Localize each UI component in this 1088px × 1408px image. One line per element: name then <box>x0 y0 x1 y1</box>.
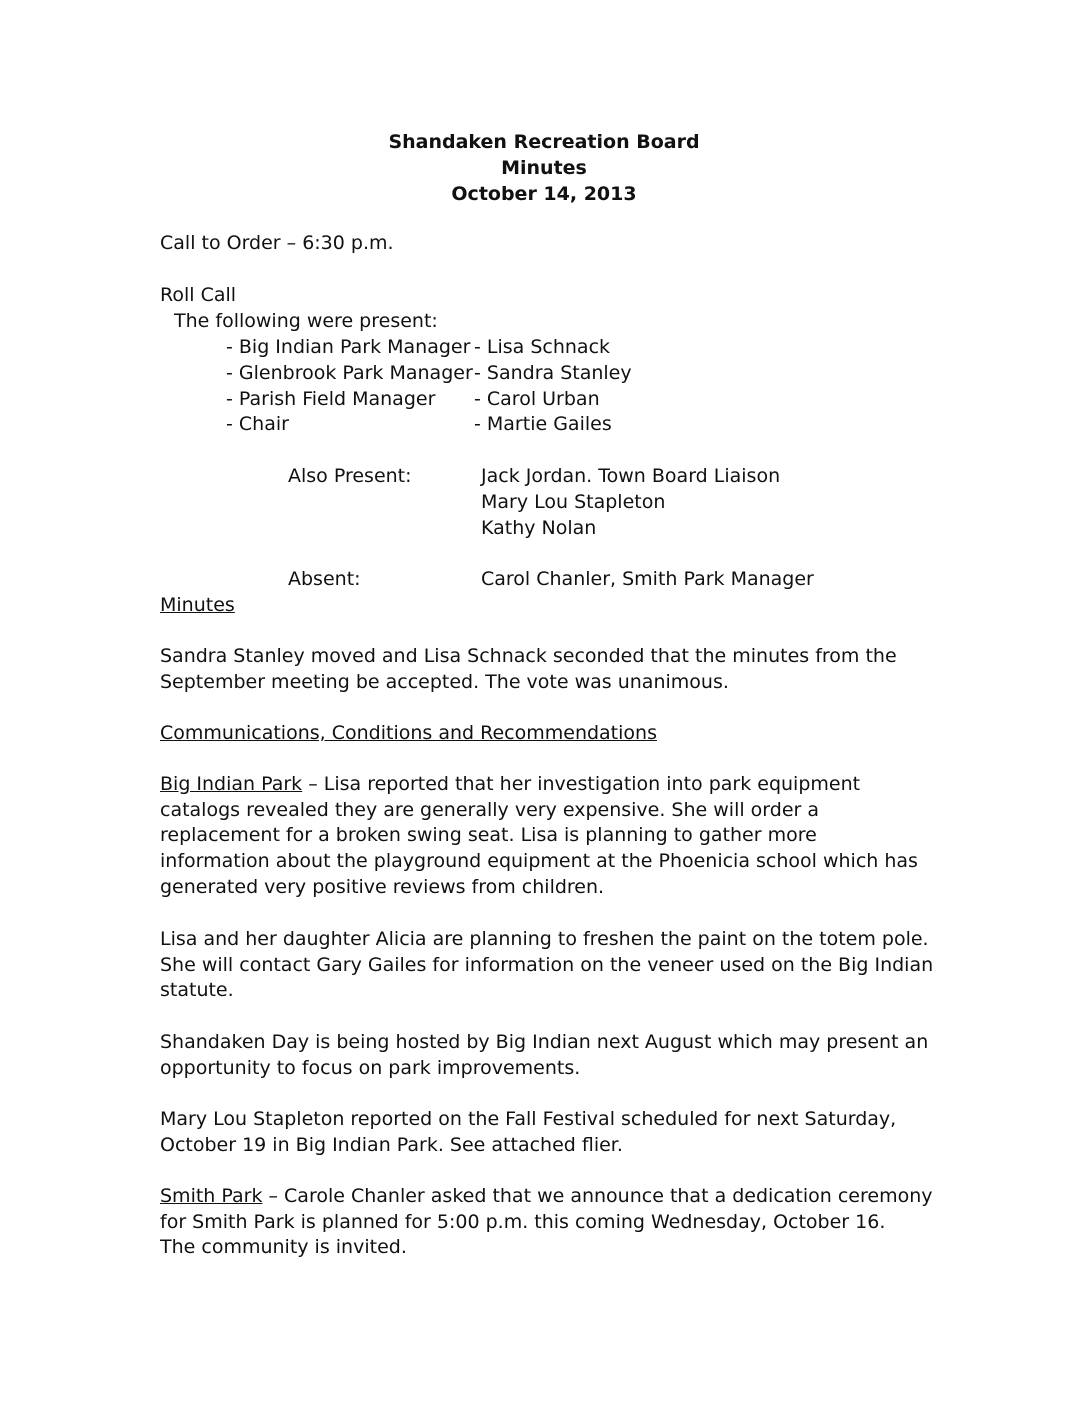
present-name: - Sandra Stanley <box>474 362 632 384</box>
smith-park-paragraph: Smith Park – Carole Chanler asked that we announce that a dedication ceremony for Smith Park is planned for 5:00 p.m. this coming Wednesday, October 16. The community is invited. <box>160 1185 933 1259</box>
document-title <box>0 129 1088 207</box>
fall-festival-paragraph: Mary Lou Stapleton reported on the Fall Festival scheduled for next Saturday, October 19 in Big Indian Park. See attached flier. <box>160 1108 897 1156</box>
also-present-name: Mary Lou Stapleton <box>481 491 666 513</box>
roll-call-heading: Roll Call <box>160 284 237 306</box>
big-indian-paragraph: Big Indian Park – Lisa reported that her investigation into park equipment catalogs revealed they are generally very expensive. She will order a replacement for a broken swing seat. Lisa is planning to gather more information about the playground equipment at the Phoenicia school which has generated very positive reviews from children. <box>160 773 918 898</box>
also-present-label: Also Present: <box>288 465 412 487</box>
present-role: - Parish Field Manager <box>226 388 436 410</box>
smith-park-label: Smith Park <box>160 1185 263 1207</box>
present-name: - Martie Gailes <box>474 413 612 435</box>
shandaken-day-paragraph: Shandaken Day is being hosted by Big Indian next August which may present an opportunity to focus on park improvements. <box>160 1031 929 1079</box>
present-name: - Lisa Schnack <box>474 336 611 358</box>
present-role: - Glenbrook Park Manager <box>226 362 473 384</box>
doc-type: Minutes <box>501 157 587 179</box>
present-name: - Carol Urban <box>474 388 600 410</box>
also-present-name: Kathy Nolan <box>481 517 597 539</box>
present-role: - Chair <box>226 413 289 435</box>
minutes-paragraph: Sandra Stanley moved and Lisa Schnack seconded that the minutes from the September meeting be accepted. The vote was unanimous. <box>160 645 897 693</box>
also-present-name: Jack Jordan. Town Board Liaison <box>481 465 781 487</box>
org-name: Shandaken Recreation Board <box>388 131 700 153</box>
call-to-order: Call to Order – 6:30 p.m. <box>160 232 394 254</box>
big-indian-park-label: Big Indian Park <box>160 773 303 795</box>
present-role: - Big Indian Park Manager <box>226 336 471 358</box>
minutes-heading: Minutes <box>160 594 235 616</box>
meeting-date: October 14, 2013 <box>451 183 637 205</box>
communications-heading: Communications, Conditions and Recommendations <box>160 722 657 744</box>
absent-name: Carol Chanler, Smith Park Manager <box>481 568 814 590</box>
roll-call-intro: The following were present: <box>174 310 438 332</box>
totem-pole-paragraph: Lisa and her daughter Alicia are planning to freshen the paint on the totem pole. She will contact Gary Gailes for information on the veneer used on the Big Indian statute. <box>160 928 934 1002</box>
absent-label: Absent: <box>288 568 361 590</box>
